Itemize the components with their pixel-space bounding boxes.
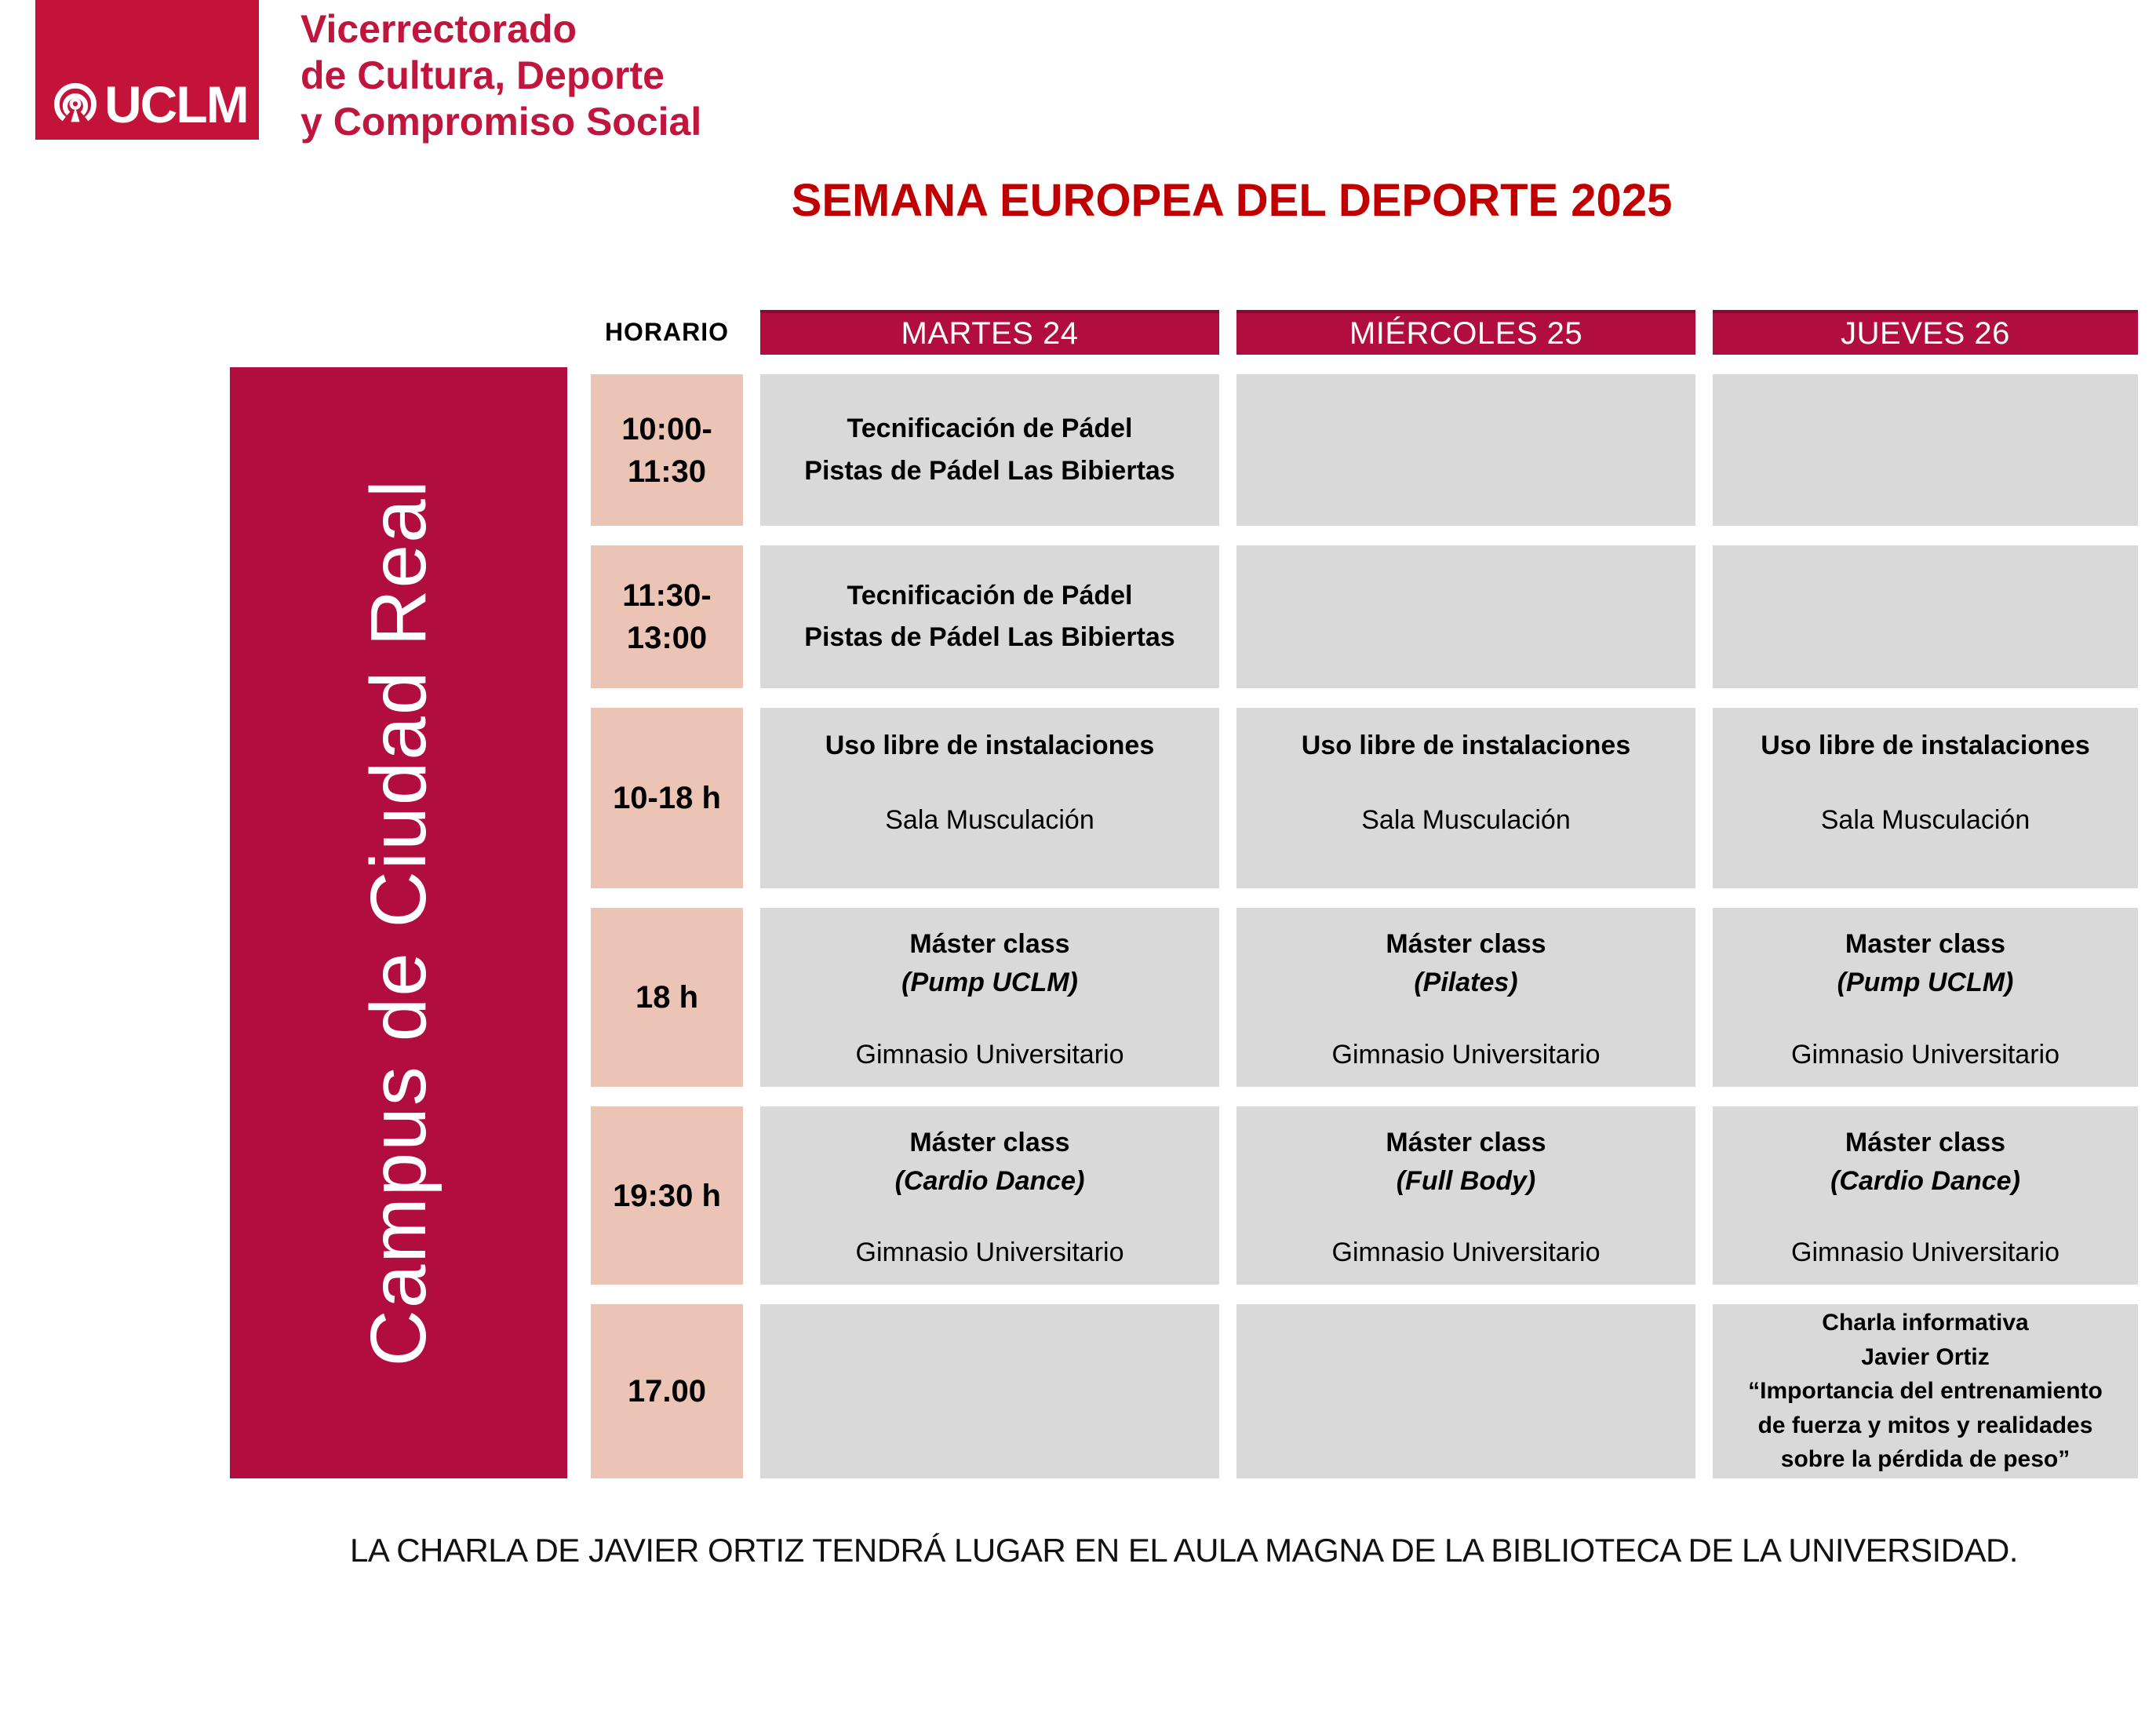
cell-line: Gimnasio Universitario — [855, 1039, 1124, 1070]
day-header-miercoles-25: MIÉRCOLES 25 — [1236, 310, 1695, 355]
department-line: y Compromiso Social — [300, 100, 702, 144]
cell-line: Pistas de Pádel Las Bibiertas — [804, 622, 1175, 652]
cell-line: Máster class — [1386, 1128, 1546, 1157]
cell-line: Gimnasio Universitario — [1791, 1039, 2059, 1070]
department-line: Vicerrectorado — [300, 7, 577, 51]
cell-line: Sala Musculación — [1361, 805, 1571, 836]
time-cell — [591, 545, 743, 688]
time-cell — [591, 374, 743, 526]
cell-line: Charla informativa — [1822, 1310, 2029, 1336]
empty-cell — [1236, 545, 1695, 688]
time-label: 18 h — [635, 980, 699, 1015]
cell-line: Gimnasio Universitario — [1331, 1039, 1601, 1070]
time-label: 11:30 — [627, 454, 707, 489]
time-cell — [591, 1304, 743, 1478]
cell-line: Tecnificación de Pádel — [847, 414, 1133, 444]
cell-line: de fuerza y mitos y realidades — [1757, 1412, 2093, 1438]
cell-line: (Pump UCLM) — [1837, 968, 2014, 998]
cell-line: Pistas de Pádel Las Bibiertas — [804, 455, 1175, 486]
cell-line: sobre la pérdida de peso” — [1780, 1446, 2070, 1473]
cell-line: Sala Musculación — [885, 805, 1094, 836]
cell-line: Gimnasio Universitario — [1331, 1237, 1601, 1267]
department-line: de Cultura, Deporte — [300, 53, 665, 97]
schedule-cell — [1713, 708, 2138, 888]
schedule-cell — [760, 545, 1219, 688]
campus-label: Campus de Ciudad Real — [354, 479, 442, 1367]
schedule-cell — [1713, 1106, 2138, 1285]
time-cell — [591, 1106, 743, 1285]
cell-line: Master class — [1845, 929, 2006, 959]
schedule-cell — [1713, 1304, 2138, 1478]
cell-line: Uso libre de instalaciones — [825, 731, 1155, 760]
cell-line: Uso libre de instalaciones — [1301, 731, 1631, 760]
time-cell — [591, 908, 743, 1087]
empty-cell — [1236, 374, 1695, 526]
cell-line: Máster class — [1386, 929, 1546, 959]
schedule-cell — [760, 908, 1219, 1087]
empty-cell — [1236, 1304, 1695, 1478]
schedule-cell — [1236, 708, 1695, 888]
uclm-antenna-icon — [51, 80, 100, 129]
cell-line: (Pilates) — [1414, 968, 1518, 998]
cell-line: Máster class — [909, 929, 1070, 959]
time-label: 19:30 h — [613, 1178, 721, 1213]
schedule-cell — [1236, 1106, 1695, 1285]
cell-line: Máster class — [909, 1128, 1070, 1157]
time-column-header: HORARIO — [604, 318, 730, 346]
schedule-cell — [760, 374, 1219, 526]
empty-cell — [1713, 545, 2138, 688]
cell-line: “Importancia del entrenamiento — [1748, 1378, 2103, 1405]
time-cell — [591, 708, 743, 888]
uclm-logo — [35, 0, 259, 140]
time-label: 17.00 — [627, 1374, 707, 1409]
department-title — [300, 6, 701, 145]
schedule-cell — [1236, 908, 1695, 1087]
cell-line: Gimnasio Universitario — [855, 1237, 1124, 1267]
time-label: 11:30- — [622, 578, 712, 613]
cell-line: (Cardio Dance) — [894, 1166, 1085, 1197]
time-label: 10:00- — [621, 411, 712, 446]
schedule-cell — [760, 1106, 1219, 1285]
empty-cell — [760, 1304, 1219, 1478]
footer-note: LA CHARLA DE JAVIER ORTIZ TENDRÁ LUGAR EN EL AULA MAGNA DE LA BIBLIOTECA DE LA UNIVERSIDAD. — [350, 1532, 2018, 1569]
cell-line: (Cardio Dance) — [1830, 1166, 2020, 1197]
time-label: 13:00 — [626, 621, 708, 655]
schedule-cell — [1713, 908, 2138, 1087]
day-header-jueves-26: JUEVES 26 — [1713, 310, 2138, 355]
cell-line: (Pump UCLM) — [901, 968, 1078, 998]
schedule-cell — [760, 708, 1219, 888]
uclm-logo-lockup — [51, 75, 248, 133]
schedule-table — [591, 310, 2138, 1478]
cell-line: (Full Body) — [1396, 1166, 1536, 1197]
cell-line: Uso libre de instalaciones — [1761, 731, 2090, 760]
cell-line: Sala Musculación — [1820, 805, 2030, 836]
day-header-martes-24: MARTES 24 — [760, 310, 1219, 355]
cell-line: Javier Ortiz — [1861, 1343, 1990, 1370]
cell-line: Gimnasio Universitario — [1791, 1237, 2059, 1267]
page-title: SEMANA EUROPEA DEL DEPORTE 2025 — [791, 175, 1673, 226]
cell-line: Máster class — [1845, 1128, 2006, 1157]
logo-wordmark: UCLM — [104, 75, 248, 133]
time-label: 10-18 h — [613, 781, 721, 815]
cell-line: Tecnificación de Pádel — [847, 580, 1133, 611]
campus-sidebar — [230, 367, 567, 1478]
empty-cell — [1713, 374, 2138, 526]
